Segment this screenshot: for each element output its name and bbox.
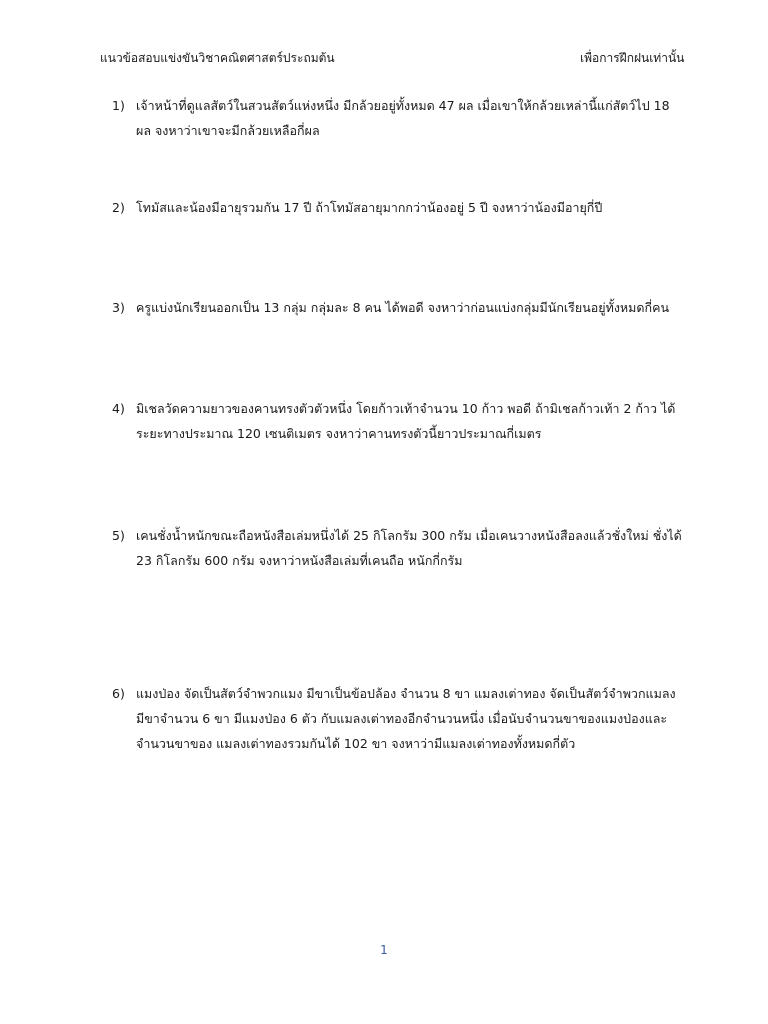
question-5: [112, 523, 682, 573]
question-number: 2): [112, 200, 125, 215]
question-number: 5): [112, 528, 125, 543]
question-text: เคนชั่งน้ำหนักขณะถือหนังสือเล่มหนึ่งได้ 25 กิโลกรัม 300 กรัม เมื่อเคนวางหนังสือลงแล้วชั่งใหม่ ชั่งได้ 23 กิโลกรัม 600 กรัม จงหาว่าหนังสือเล่มที่เคนถือ หนักกี่กรัม: [136, 528, 682, 568]
question-number: 6): [112, 686, 125, 701]
question-number: 4): [112, 401, 125, 416]
question-text: โทมัสและน้องมีอายุรวมกัน 17 ปี ถ้าโทมัสอายุมากกว่าน้องอยู่ 5 ปี จงหาว่าน้องมีอายุกี่ปี: [136, 200, 603, 215]
question-text: มิเชลวัดความยาวของคานทรงตัวตัวหนึ่ง โดยก้าวเท้าจำนวน 10 ก้าว พอดี ถ้ามิเชลก้าวเท้า 2 ก้าว ได้ระยะทางประมาณ 120 เซนติเมตร จงหาว่าคานทรงตัวนี้ยาวประมาณกี่เมตร: [136, 401, 676, 441]
page-number: 1: [380, 943, 388, 957]
question-1: [112, 93, 682, 143]
question-2: [112, 195, 682, 220]
question-3: [112, 295, 682, 320]
question-6: [112, 681, 682, 756]
question-4: [112, 396, 682, 446]
question-text: เจ้าหน้าที่ดูแลสัตว์ในสวนสัตว์แห่งหนึ่ง มีกล้วยอยู่ทั้งหมด 47 ผล เมื่อเขาให้กล้วยเหล่านี้แก่สัตว์ไป 18 ผล จงหาว่าเขาจะมีกล้วยเหลือกี่ผล: [136, 98, 670, 138]
question-text: แมงป่อง จัดเป็นสัตว์จำพวกแมง มีขาเป็นข้อปล้อง จำนวน 8 ขา แมลงเต่าทอง จัดเป็นสัตว์จำพวกแมลง มีขาจำนวน 6 ขา มีแมงป่อง 6 ตัว กับแมลงเต่าทองอีกจำนวนหนึ่ง เมื่อนับจำนวนขาของแมงป่องและจำนวนขาของ แมลงเต่าทองรวมกันได้ 102 ขา จงหาว่ามีแมลงเต่าทองทั้งหมดกี่ตัว: [136, 686, 676, 751]
question-number: 1): [112, 98, 125, 113]
question-number: 3): [112, 300, 125, 315]
question-text: ครูแบ่งนักเรียนออกเป็น 13 กลุ่ม กลุ่มละ 8 คน ได้พอดี จงหาว่าก่อนแบ่งกลุ่มมีนักเรียนอยู่ทั้งหมดกี่คน: [136, 300, 669, 315]
header-note: เพื่อการฝึกฝนเท่านั้น: [580, 51, 685, 65]
header-title: แนวข้อสอบแข่งขันวิชาคณิตศาสตร์ประถมต้น: [100, 51, 335, 65]
